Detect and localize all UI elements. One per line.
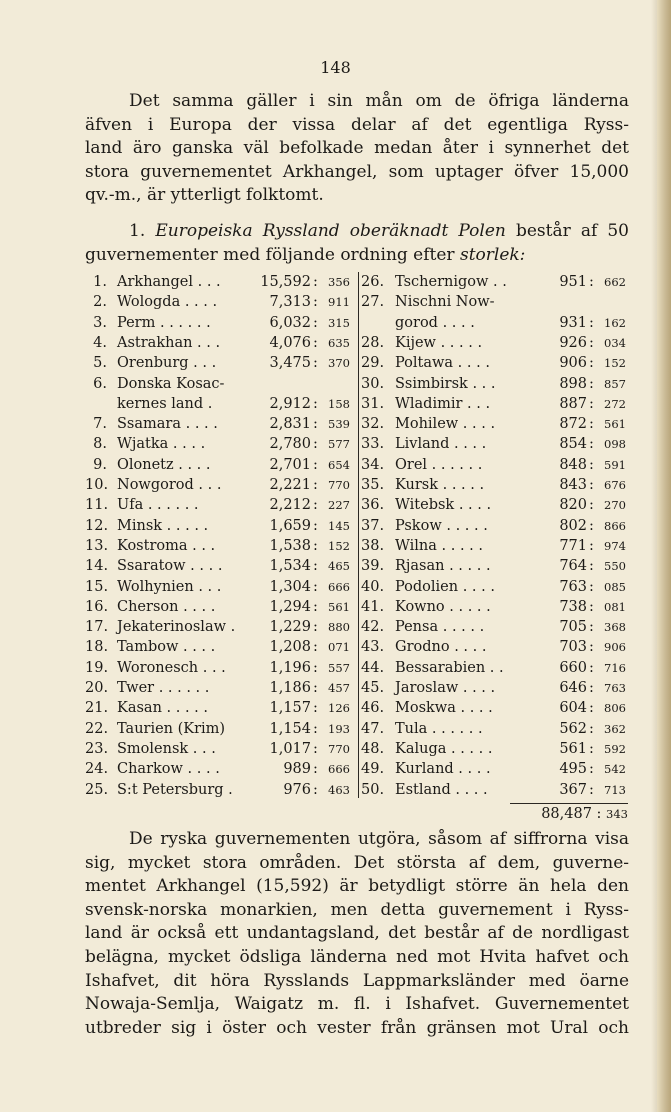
row-number: 40.: [361, 578, 385, 595]
row-name: Moskwa . . . .: [395, 700, 493, 717]
table-row: [361, 292, 629, 312]
row-name: S:t Petersburg .: [117, 781, 233, 798]
table-row: 38. Wilna . . . . . 771 : 974: [361, 537, 626, 554]
row-value: 1,157: [269, 700, 311, 717]
row-name: Kursk . . . . .: [395, 477, 485, 493]
row-fraction: 085: [604, 579, 626, 594]
row-fraction: 272: [604, 396, 626, 411]
table-row: 40. Podolien . . . . 763 : 085: [361, 578, 626, 595]
row-name: Kasan . . . . .: [117, 700, 208, 717]
row-number: 1.: [93, 274, 107, 290]
table-row: 42. Pensa . . . . . 705 : 368: [361, 619, 626, 636]
row-number: 47.: [361, 720, 385, 737]
table-row: 20. Twer . . . . . . 1,186 : 457: [85, 680, 350, 696]
row-value: 738: [559, 598, 587, 615]
row-fraction: 463: [328, 782, 350, 797]
row-fraction: 362: [604, 721, 626, 736]
row-number: 28.: [361, 334, 385, 351]
row-value: 2,221: [269, 477, 311, 493]
closing-line: land är också ett undantagsland, det består af de nordligast: [85, 923, 629, 944]
row-value: 763: [559, 578, 587, 595]
table-row: 11. Ufa . . . . . . 2,212 : 227: [85, 497, 350, 514]
row-number: 36.: [361, 497, 385, 514]
table-row: 32. Mohilew . . . . 872 : 561: [361, 416, 626, 433]
table-row: 24. Charkow . . . . 989 : 666: [85, 761, 350, 778]
row-value: 898: [559, 375, 587, 392]
table-row: 23. Smolensk . . . 1,017 : 770: [85, 740, 350, 757]
governorate-table: [85, 272, 630, 802]
row-value: 2,780: [269, 436, 311, 453]
row-number: 11.: [85, 497, 109, 514]
table-row: 8. Wjatka . . . . 2,780 : 577: [85, 434, 357, 454]
row-name: Tambow . . . .: [117, 639, 216, 656]
heading-line2-start: guvernementer med följande ordning efter: [85, 244, 455, 265]
row-fraction: 806: [604, 701, 626, 716]
row-name: Witebsk . . . .: [395, 497, 492, 514]
table-row: 18. Tambow . . . . 1,208 : 071: [85, 639, 350, 656]
intro-line: äfven i Europa der vissa delar af det egentliga Ryss-: [85, 114, 629, 135]
row-name: Kowno . . . . .: [395, 598, 491, 615]
row-fraction: 713: [604, 782, 626, 797]
heading-title-2: oberäknadt Polen: [349, 221, 506, 241]
row-value: 1,017: [269, 740, 311, 757]
row-name: Minsk . . . . .: [117, 517, 209, 534]
row-name: Ssamara . . . .: [117, 416, 218, 433]
row-fraction: 716: [604, 660, 626, 675]
row-fraction: 880: [328, 620, 350, 635]
row-value: 1,186: [269, 680, 311, 696]
table-row: 21. Kasan . . . . . 1,157 : 126: [85, 700, 350, 717]
row-value: 367: [559, 781, 587, 798]
row-number: 20.: [85, 680, 109, 696]
total-value: 88,487: [541, 806, 592, 822]
row-number: 10.: [85, 477, 109, 493]
row-name: Kaluga . . . . .: [395, 740, 493, 757]
row-name: Mohilew . . . .: [395, 416, 496, 433]
row-fraction: 370: [328, 356, 350, 371]
row-fraction: 561: [604, 417, 626, 432]
heading-line-2: [85, 244, 629, 268]
row-number: 49.: [361, 761, 385, 778]
row-number: 35.: [361, 477, 385, 493]
row-fraction: 098: [604, 437, 626, 452]
row-fraction: 126: [328, 701, 350, 716]
row-value: 646: [559, 680, 587, 696]
row-fraction: 550: [604, 559, 626, 574]
intro-line: Det samma gäller i sin mån om de öfriga länderna: [129, 91, 629, 111]
table-row: 22. Taurien (Krim) 1,154 : 193: [85, 720, 350, 737]
row-value: 7,313: [269, 294, 311, 311]
heading-line2-italic: storlek:: [459, 244, 526, 265]
row-fraction: 654: [328, 457, 350, 472]
row-number: 6.: [93, 375, 107, 392]
row-number: 18.: [85, 639, 109, 656]
row-name: Perm . . . . . .: [117, 314, 211, 331]
row-number: 15.: [85, 578, 109, 595]
row-value: 1,208: [269, 639, 311, 656]
row-number: 21.: [85, 700, 109, 717]
row-name: Kijew . . . . .: [395, 334, 483, 351]
row-fraction: 145: [328, 518, 350, 533]
row-fraction: 457: [328, 681, 350, 695]
row-name: Jekaterinoslaw .: [117, 619, 236, 636]
row-value: 561: [559, 740, 587, 757]
row-name: Estland . . . .: [395, 781, 488, 798]
row-number: 19.: [85, 659, 109, 676]
page-number: 148: [320, 58, 351, 77]
table-row: 44. Bessarabien . . 660 : 716: [361, 659, 626, 676]
row-value: 1,196: [269, 659, 311, 676]
row-number: 5.: [93, 355, 107, 372]
row-number: 32.: [361, 416, 385, 433]
row-number: 25.: [85, 781, 109, 798]
intro-line: land äro ganska väl befolkade medan åter i synnerhet det: [85, 138, 629, 159]
total-fraction: 343: [606, 807, 628, 821]
row-value: 1,538: [269, 537, 311, 554]
row-number: 24.: [85, 761, 109, 778]
table-row: [85, 374, 357, 394]
page-edge: [657, 0, 671, 1112]
row-name: Tula . . . . . .: [395, 720, 483, 737]
row-name: Poltawa . . . .: [395, 355, 490, 372]
table-row: 35. Kursk . . . . . 843 : 676: [361, 477, 626, 493]
row-fraction: 356: [328, 275, 350, 289]
row-value: 2,701: [269, 456, 311, 473]
heading-middle: består af 50: [515, 221, 629, 241]
row-value: 843: [559, 477, 587, 493]
row-name: Nischni Now-: [395, 294, 495, 311]
row-fraction: 542: [604, 762, 626, 777]
row-name: Kurland . . . .: [395, 761, 491, 778]
table-row: 25. S:t Petersburg . 976 : 463: [85, 781, 350, 798]
section-heading: [85, 220, 629, 267]
closing-line: mentet Arkhangel (15,592) är betydligt större än hela den: [85, 876, 629, 897]
table-row: 36. Witebsk . . . . 820 : 270: [361, 497, 626, 514]
row-number: 26.: [361, 274, 385, 290]
row-fraction: 676: [604, 478, 626, 492]
row-fraction: 592: [604, 741, 626, 756]
row-value: 2,212: [269, 497, 311, 514]
row-fraction: 577: [328, 437, 350, 452]
table-row: 7. Ssamara . . . . 2,831 : 539: [85, 414, 357, 434]
table-row: gorod . . . . 931 : 162: [395, 314, 626, 331]
row-value: 872: [559, 416, 587, 433]
closing-line: sig, mycket stora områden. Det största af dem, guverne-: [85, 852, 629, 873]
table-row: 26. Tschernigow . . 951 : 662: [361, 274, 626, 290]
row-number: 14.: [85, 558, 109, 575]
row-name: gorod . . . .: [395, 314, 475, 331]
row-value: 604: [559, 700, 587, 717]
closing-line: belägna, mycket ödsliga länderna ned mot Hvita hafvet och: [85, 946, 629, 967]
table-row: 17. Jekaterinoslaw . 1,229 : 880: [85, 619, 350, 636]
table-row: 2. Wologda . . . . 7,313 : 911: [85, 292, 357, 312]
row-value: 3,475: [269, 355, 311, 372]
row-name: Taurien (Krim): [117, 720, 226, 737]
row-fraction: 857: [604, 376, 626, 391]
table-row: 3. Perm . . . . . . 6,032 : 315: [85, 313, 357, 333]
row-number: 7.: [93, 416, 107, 433]
row-name: Nowgorod . . .: [117, 477, 222, 493]
row-number: 33.: [361, 436, 385, 453]
row-name: Smolensk . . .: [117, 740, 216, 757]
row-name: Tschernigow . .: [395, 274, 507, 290]
row-name: Wladimir . . .: [395, 395, 491, 412]
table-total: 88,487 : 343: [510, 803, 628, 822]
table-row: 30. Ssimbirsk . . . 898 : 857: [361, 375, 626, 392]
table-row: 43. Grodno . . . . 703 : 906: [361, 639, 626, 656]
row-value: 2,912: [269, 395, 311, 412]
row-fraction: 227: [328, 498, 350, 513]
table-row: 13. Kostroma . . . 1,538 : 152: [85, 537, 350, 554]
closing-line: utbreder sig i öster och vester från gränsen mot Ural och: [85, 1017, 629, 1038]
table-row: 1. Arkhangel . . . 15,592 : 356: [85, 272, 357, 292]
row-name: Orenburg . . .: [117, 355, 217, 372]
row-number: 45.: [361, 680, 385, 696]
row-value: 926: [559, 334, 587, 351]
row-value: 951: [559, 274, 587, 290]
row-fraction: 557: [328, 660, 350, 675]
table-row: 34. Orel . . . . . . 848 : 591: [361, 456, 626, 473]
table-row: 4. Astrakhan . . . 4,076 : 635: [85, 333, 357, 353]
row-value: 771: [559, 537, 587, 554]
row-fraction: 465: [328, 559, 350, 574]
row-value: 989: [283, 761, 311, 778]
row-name: Cherson . . . .: [117, 598, 216, 615]
table-row: 50. Estland . . . . 367 : 713: [361, 781, 626, 798]
row-value: 764: [559, 558, 587, 575]
row-fraction: 763: [604, 681, 626, 695]
row-name: Wologda . . . .: [117, 294, 218, 311]
row-name: Olonetz . . . .: [117, 456, 211, 473]
row-number: 2.: [93, 294, 107, 311]
row-name: kernes land .: [117, 395, 213, 412]
table-row: 37. Pskow . . . . . 802 : 866: [361, 517, 626, 534]
row-number: 43.: [361, 639, 385, 656]
row-value: 848: [559, 456, 587, 473]
row-name: Jaroslaw . . . .: [395, 680, 496, 696]
row-value: 660: [559, 659, 587, 676]
row-fraction: 906: [604, 640, 626, 655]
row-number: 23.: [85, 740, 109, 757]
row-fraction: 911: [328, 295, 350, 310]
row-name: Ssaratow . . . .: [117, 558, 223, 575]
table-row: 5. Orenburg . . . 3,475 : 370: [85, 353, 357, 373]
row-number: 39.: [361, 558, 385, 575]
row-number: 37.: [361, 517, 385, 534]
row-fraction: 368: [604, 620, 626, 635]
row-number: 12.: [85, 517, 109, 534]
row-name: Wjatka . . . .: [117, 436, 206, 453]
row-fraction: 866: [604, 518, 626, 533]
table-row: 39. Rjasan . . . . . 764 : 550: [361, 558, 626, 575]
row-number: 13.: [85, 537, 109, 554]
row-value: 703: [559, 639, 587, 656]
row-fraction: 666: [328, 579, 350, 594]
row-name: Charkow . . . .: [117, 761, 220, 778]
table-row: 49. Kurland . . . . 495 : 542: [361, 761, 626, 778]
row-fraction: 193: [328, 721, 350, 736]
row-number: 22.: [85, 720, 109, 737]
row-name: Woronesch . . .: [117, 659, 226, 676]
row-name: Wilna . . . . .: [395, 537, 483, 554]
row-fraction: 034: [604, 335, 626, 350]
row-fraction: 561: [328, 599, 350, 614]
table-row: 19. Woronesch . . . 1,196 : 557: [85, 659, 350, 676]
row-value: 495: [559, 761, 587, 778]
table-row: 48. Kaluga . . . . . 561 : 592: [361, 740, 626, 757]
table-row: 33. Livland . . . . 854 : 098: [361, 436, 626, 453]
row-name: Pskow . . . . .: [395, 517, 488, 534]
row-fraction: 974: [604, 538, 626, 553]
row-number: 4.: [93, 334, 107, 351]
row-number: 48.: [361, 740, 385, 757]
heading-prefix: 1.: [129, 221, 146, 241]
closing-paragraph: [85, 828, 629, 1040]
row-value: 2,831: [269, 416, 311, 433]
table-row: 46. Moskwa . . . . 604 : 806: [361, 700, 626, 717]
row-fraction: 770: [328, 741, 350, 756]
row-fraction: 770: [328, 478, 350, 492]
row-name: Donska Kosac-: [117, 375, 225, 392]
intro-line: stora guvernementet Arkhangel, som uptager öfver 15,000: [85, 161, 629, 182]
row-fraction: 591: [604, 457, 626, 472]
row-number: 16.: [85, 598, 109, 615]
row-fraction: 152: [328, 538, 350, 553]
row-value: 931: [559, 314, 587, 331]
closing-line: Nowaja-Semlja, Waigatz m. fl. i Ishafvet. Guvernementet: [85, 994, 629, 1015]
row-number: 34.: [361, 456, 385, 473]
table-row: 29. Poltawa . . . . 906 : 152: [361, 355, 626, 372]
row-fraction: 158: [328, 396, 350, 411]
row-number: 17.: [85, 619, 109, 636]
row-name: Livland . . . .: [395, 436, 487, 453]
row-value: 1,304: [269, 578, 311, 595]
row-fraction: 071: [328, 640, 350, 655]
row-value: 562: [559, 720, 587, 737]
row-number: 30.: [361, 375, 385, 392]
row-value: 887: [559, 395, 587, 412]
row-number: 27.: [361, 294, 385, 311]
row-name: Rjasan . . . . .: [395, 558, 491, 575]
row-value: 1,229: [269, 619, 311, 636]
table-row: 12. Minsk . . . . . 1,659 : 145: [85, 517, 350, 534]
row-name: Arkhangel . . .: [117, 274, 221, 290]
table-row: 31. Wladimir . . . 887 : 272: [361, 395, 626, 412]
heading-title-1: Europeiska Ryssland: [155, 221, 340, 241]
table-row: 47. Tula . . . . . . 562 : 362: [361, 720, 626, 737]
table-row: 10. Nowgorod . . . 2,221 : 770: [85, 477, 350, 493]
page-edge-shadow: [651, 0, 657, 1112]
row-number: 8.: [93, 436, 107, 453]
row-fraction: 162: [604, 315, 626, 330]
row-fraction: 662: [604, 275, 626, 289]
row-fraction: 635: [328, 335, 350, 350]
intro-line: qv.-m., är ytterligt folktomt.: [85, 185, 324, 206]
row-value: 6,032: [269, 314, 311, 331]
row-value: 802: [559, 517, 587, 534]
row-number: 42.: [361, 619, 385, 636]
closing-line: Ishafvet, dit höra Rysslands Lappmarksländer med öarne: [85, 970, 629, 991]
row-number: 50.: [361, 781, 385, 798]
table-row: 45. Jaroslaw . . . . 646 : 763: [361, 680, 626, 696]
row-value: 820: [559, 497, 587, 514]
row-name: Astrakhan . . .: [117, 334, 221, 351]
closing-line: svensk-norska monarkien, men detta guvernement i Ryss-: [85, 899, 629, 920]
table-row: 16. Cherson . . . . 1,294 : 561: [85, 598, 350, 615]
row-name: Ufa . . . . . .: [117, 497, 199, 514]
row-value: 1,659: [269, 517, 311, 534]
column-divider: [358, 272, 359, 798]
intro-paragraph: [85, 90, 629, 208]
row-value: 906: [559, 355, 587, 372]
row-name: Kostroma . . .: [117, 537, 216, 554]
row-fraction: 315: [328, 315, 350, 330]
row-number: 41.: [361, 598, 385, 615]
table-row: 15. Wolhynien . . . 1,304 : 666: [85, 578, 350, 595]
row-name: Wolhynien . . .: [117, 578, 222, 595]
row-value: 4,076: [269, 334, 311, 351]
table-row: kernes land . 2,912 : 158: [117, 395, 350, 412]
row-number: 38.: [361, 537, 385, 554]
row-name: Bessarabien . .: [395, 659, 504, 676]
row-number: 46.: [361, 700, 385, 717]
row-fraction: 152: [604, 356, 626, 371]
row-value: 854: [559, 436, 587, 453]
row-number: 9.: [93, 456, 107, 473]
row-value: 705: [559, 619, 587, 636]
table-row: 41. Kowno . . . . . 738 : 081: [361, 598, 626, 615]
row-number: 31.: [361, 395, 385, 412]
row-value: 976: [283, 781, 311, 798]
table-row: 9. Olonetz . . . . 2,701 : 654: [85, 455, 357, 475]
row-value: 1,154: [269, 720, 311, 737]
row-number: 44.: [361, 659, 385, 676]
row-name: Pensa . . . . .: [395, 619, 485, 636]
heading-line-1: [85, 220, 629, 244]
row-fraction: 539: [328, 417, 350, 432]
closing-line: De ryska guvernementen utgöra, såsom af siffrorna visa: [129, 829, 629, 849]
row-name: Ssimbirsk . . .: [395, 375, 496, 392]
row-value: 1,294: [269, 598, 311, 615]
row-name: Orel . . . . . .: [395, 456, 483, 473]
row-fraction: 666: [328, 762, 350, 777]
table-row: 14. Ssaratow . . . . 1,534 : 465: [85, 558, 350, 575]
row-fraction: 270: [604, 498, 626, 513]
row-name: Grodno . . . .: [395, 639, 487, 656]
row-number: 3.: [93, 314, 107, 331]
row-name: Twer . . . . . .: [117, 680, 210, 696]
table-row: 28. Kijew . . . . . 926 : 034: [361, 334, 626, 351]
row-name: Podolien . . . .: [395, 578, 495, 595]
row-number: 29.: [361, 355, 385, 372]
row-value: 1,534: [269, 558, 311, 575]
row-value: 15,592: [260, 274, 311, 290]
row-fraction: 081: [604, 599, 626, 614]
